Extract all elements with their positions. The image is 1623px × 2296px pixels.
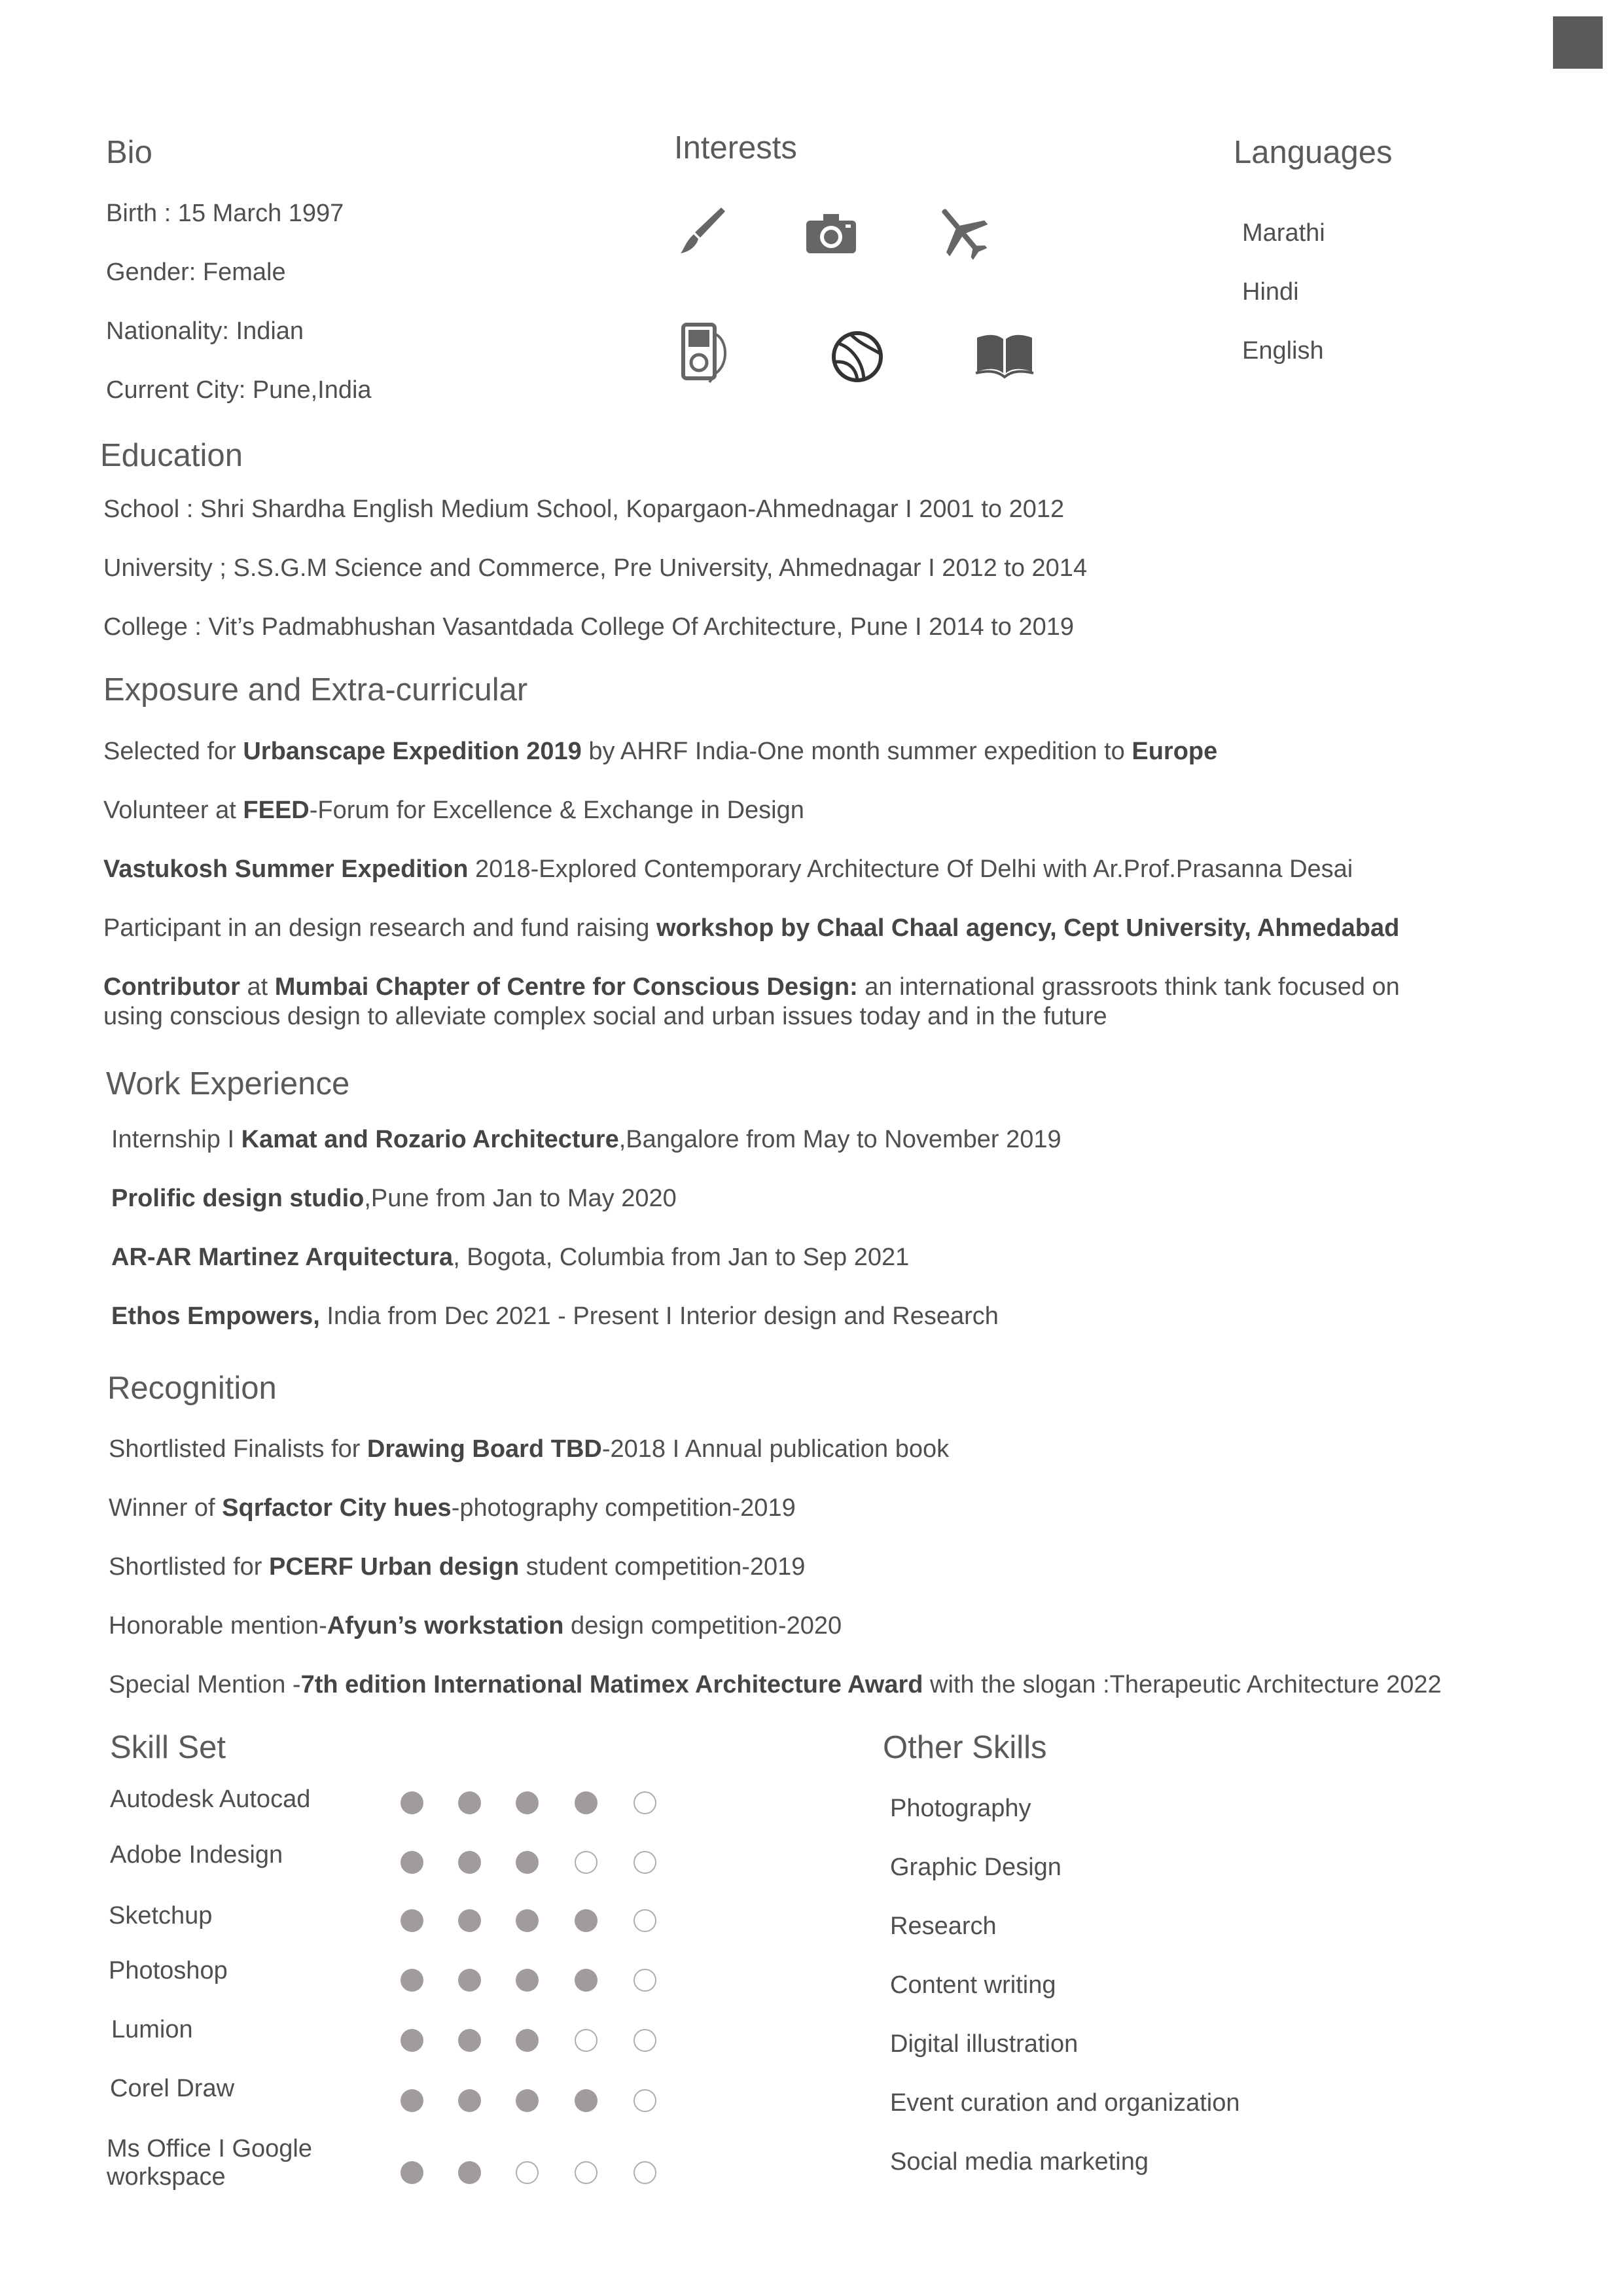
other-skills-heading: Other Skills: [883, 1730, 1047, 1765]
rating-dot-empty: [633, 1851, 656, 1874]
language-item: English: [1242, 337, 1324, 365]
skill-name: Photoshop: [109, 1957, 228, 1984]
exposure-item-continuation: using conscious design to alleviate complex social and urban issues today and in the future: [103, 1003, 1107, 1030]
interests-heading: Interests: [674, 130, 797, 166]
work-item: Prolific design studio,Pune from Jan to May 2020: [111, 1185, 677, 1212]
rating-dot-filled: [401, 1791, 423, 1814]
rating-dot-filled: [458, 2029, 481, 2052]
bio-heading: Bio: [106, 135, 152, 170]
rating-dot-empty: [633, 1969, 656, 1992]
rating-dot-filled: [458, 2089, 481, 2112]
recognition-item: Winner of Sqrfactor City hues-photography competition-2019: [109, 1494, 796, 1522]
work-item: Internship I Kamat and Rozario Architecture,Bangalore from May to November 2019: [111, 1126, 1061, 1153]
education-university: University ; S.S.G.M Science and Commerce, Pre University, Ahmednagar I 2012 to 2014: [103, 554, 1088, 582]
rating-dot-filled: [516, 2089, 539, 2112]
work-heading: Work Experience: [106, 1066, 350, 1102]
education-college: College : Vit’s Padmabhushan Vasantdada College Of Architecture, Pune I 2014 to 2019: [103, 613, 1075, 641]
volleyball-icon: [825, 324, 890, 389]
other-skill-item: Event curation and organization: [890, 2089, 1240, 2117]
skill-name: Sketchup: [109, 1902, 213, 1929]
recognition-item: Honorable mention-Afyun’s workstation design competition-2020: [109, 1612, 842, 1640]
languages-heading: Languages: [1234, 135, 1393, 170]
other-skill-item: Content writing: [890, 1971, 1056, 1999]
open-book-icon: [972, 321, 1037, 386]
other-skill-item: Photography: [890, 1795, 1031, 1822]
rating-dot-filled: [575, 1791, 597, 1814]
skills-heading: Skill Set: [110, 1730, 226, 1765]
other-skill-item: Digital illustration: [890, 2030, 1079, 2058]
exposure-item: Contributor at Mumbai Chapter of Centre for Conscious Design: an international grassroots think tank focused on: [103, 973, 1400, 1001]
bio-birth: Birth : 15 March 1997: [106, 200, 344, 227]
bio-gender: Gender: Female: [106, 259, 286, 286]
other-skill-item: Research: [890, 1912, 997, 1940]
exposure-heading: Exposure and Extra-curricular: [103, 672, 528, 708]
other-skill-item: Graphic Design: [890, 1854, 1061, 1881]
recognition-item: Shortlisted for PCERF Urban design student competition-2019: [109, 1553, 806, 1581]
rating-dot-filled: [401, 1909, 423, 1932]
rating-dot-filled: [401, 2161, 423, 2184]
bio-city: Current City: Pune,India: [106, 376, 372, 404]
skill-name-continuation: workspace: [107, 2163, 226, 2191]
skill-name: Autodesk Autocad: [110, 1785, 311, 1813]
rating-dot-empty: [575, 2161, 597, 2184]
rating-dot-filled: [401, 1969, 423, 1992]
education-school: School : Shri Shardha English Medium School, Kopargaon-Ahmednagar I 2001 to 2012: [103, 495, 1065, 523]
rating-dot-filled: [458, 1969, 481, 1992]
rating-dot-empty: [633, 1909, 656, 1932]
recognition-heading: Recognition: [107, 1371, 277, 1406]
airplane-icon: [929, 200, 995, 265]
work-item: Ethos Empowers, India from Dec 2021 - Present I Interior design and Research: [111, 1302, 999, 1330]
rating-dot-empty: [575, 1851, 597, 1874]
rating-dot-empty: [633, 2029, 656, 2052]
rating-dot-empty: [633, 2089, 656, 2112]
rating-dot-filled: [458, 1909, 481, 1932]
language-item: Hindi: [1242, 278, 1299, 306]
skill-name: Adobe Indesign: [110, 1841, 283, 1869]
skill-name: Ms Office I Google: [107, 2135, 312, 2162]
rating-dot-empty: [633, 1791, 656, 1814]
rating-dot-filled: [458, 1791, 481, 1814]
rating-dot-empty: [516, 2161, 539, 2184]
bio-nationality: Nationality: Indian: [106, 317, 304, 345]
exposure-item: Vastukosh Summer Expedition 2018-Explored Contemporary Architecture Of Delhi with Ar.Prof.Prasanna Desai: [103, 855, 1353, 883]
rating-dot-filled: [458, 1851, 481, 1874]
recognition-item: Special Mention -7th edition International Matimex Architecture Award with the slogan :Therapeutic Architecture 2022: [109, 1671, 1442, 1698]
skill-name: Lumion: [111, 2016, 193, 2043]
rating-dot-filled: [575, 2089, 597, 2112]
rating-dot-filled: [516, 1851, 539, 1874]
rating-dot-filled: [401, 1851, 423, 1874]
rating-dot-filled: [575, 1969, 597, 1992]
rating-dot-filled: [401, 2029, 423, 2052]
camera-icon: [798, 200, 864, 265]
rating-dot-empty: [575, 2029, 597, 2052]
exposure-item: Volunteer at FEED-Forum for Excellence & Exchange in Design: [103, 797, 804, 824]
rating-dot-filled: [401, 2089, 423, 2112]
exposure-item: Participant in an design research and fund raising workshop by Chaal Chaal agency, Cept University, Ahmedabad: [103, 914, 1400, 942]
rating-dot-filled: [575, 1909, 597, 1932]
rating-dot-filled: [516, 2029, 539, 2052]
rating-dot-filled: [516, 1791, 539, 1814]
language-item: Marathi: [1242, 219, 1325, 247]
paintbrush-icon: [668, 200, 733, 265]
education-heading: Education: [100, 438, 243, 473]
skill-name: Corel Draw: [110, 2075, 235, 2102]
rating-dot-filled: [458, 2161, 481, 2184]
recognition-item: Shortlisted Finalists for Drawing Board TBD-2018 I Annual publication book: [109, 1435, 950, 1463]
music-player-icon: [674, 321, 740, 386]
rating-dot-filled: [516, 1909, 539, 1932]
work-item: AR-AR Martinez Arquitectura, Bogota, Columbia from Jan to Sep 2021: [111, 1244, 910, 1271]
exposure-item: Selected for Urbanscape Expedition 2019 by AHRF India-One month summer expedition to Europe: [103, 738, 1218, 765]
other-skill-item: Social media marketing: [890, 2148, 1149, 2176]
rating-dot-empty: [633, 2161, 656, 2184]
corner-marker: [1553, 16, 1603, 69]
rating-dot-filled: [516, 1969, 539, 1992]
